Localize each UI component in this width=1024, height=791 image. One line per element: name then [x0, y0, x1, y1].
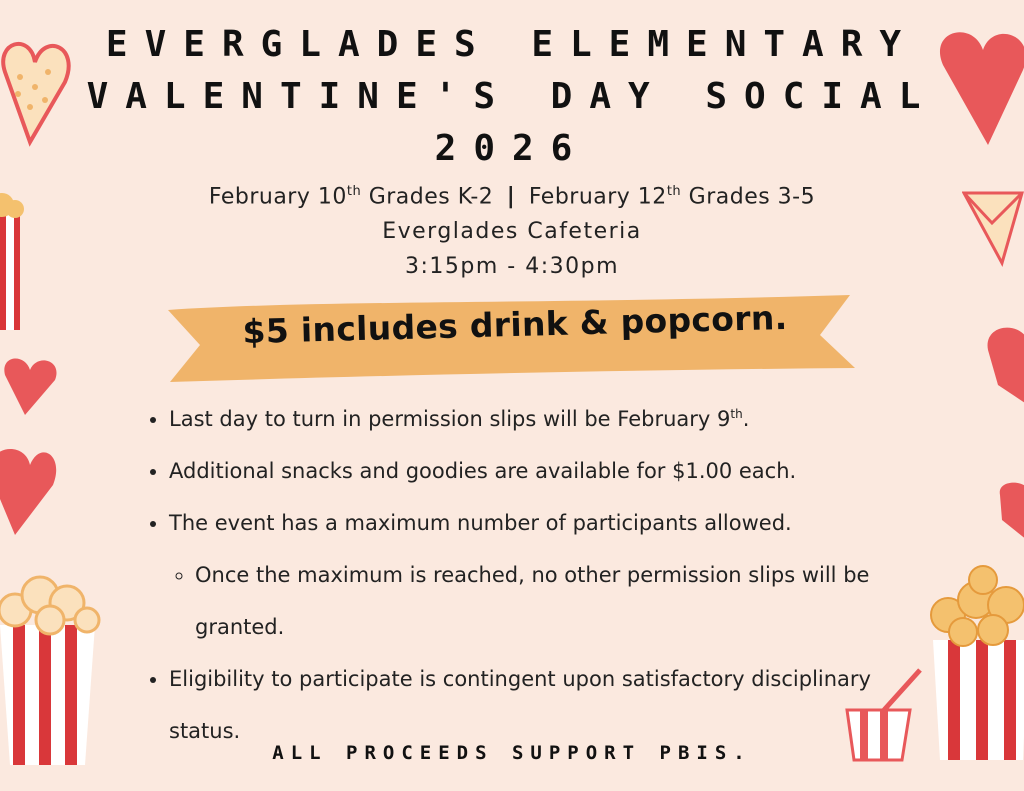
list-item: • Additional snacks and goodies are available for $1.00 each.	[169, 445, 929, 497]
banner-text: $5 includes drink & popcorn.	[242, 297, 788, 352]
heart-icon	[0, 355, 65, 420]
date2: February 12	[528, 184, 667, 210]
heart-icon	[0, 445, 60, 540]
popcorn-icon	[0, 565, 105, 770]
event-time: 3:15pm - 4:30pm	[404, 254, 620, 279]
date2-grades: Grades 3-5	[681, 184, 816, 210]
sub-list-item: ◦ Once the maximum is reached, no other permission slips will be granted.	[195, 549, 929, 653]
footer-text: ALL PROCEEDS SUPPORT PBIS.	[272, 742, 752, 764]
rules-list	[145, 388, 929, 757]
date2-suffix: th	[666, 184, 682, 199]
date-separator: |	[506, 184, 516, 210]
heart-icon	[992, 480, 1024, 545]
location: Everglades Cafeteria	[382, 219, 642, 244]
date1-suffix: th	[346, 184, 362, 199]
schedule-dates	[0, 184, 1024, 209]
date1-grades: Grades K-2	[361, 184, 494, 210]
title-line-3: 2026	[434, 128, 590, 169]
list-item: • The event has a maximum number of participants allowed. ◦ Once the maximum is reached, no other permission slips will be granted.	[169, 497, 929, 653]
popcorn-icon	[928, 560, 1024, 765]
title-line-1: EVERGLADES ELEMENTARY	[105, 24, 919, 65]
list-item: • Eligibility to participate is contingent upon satisfactory disciplinary status.	[169, 653, 929, 757]
title-line-2: VALENTINE'S DAY SOCIAL	[86, 76, 938, 117]
date1: February 10	[208, 184, 347, 210]
list-item: • Last day to turn in permission slips will be February 9th.	[169, 388, 929, 445]
heart-icon	[978, 325, 1024, 410]
